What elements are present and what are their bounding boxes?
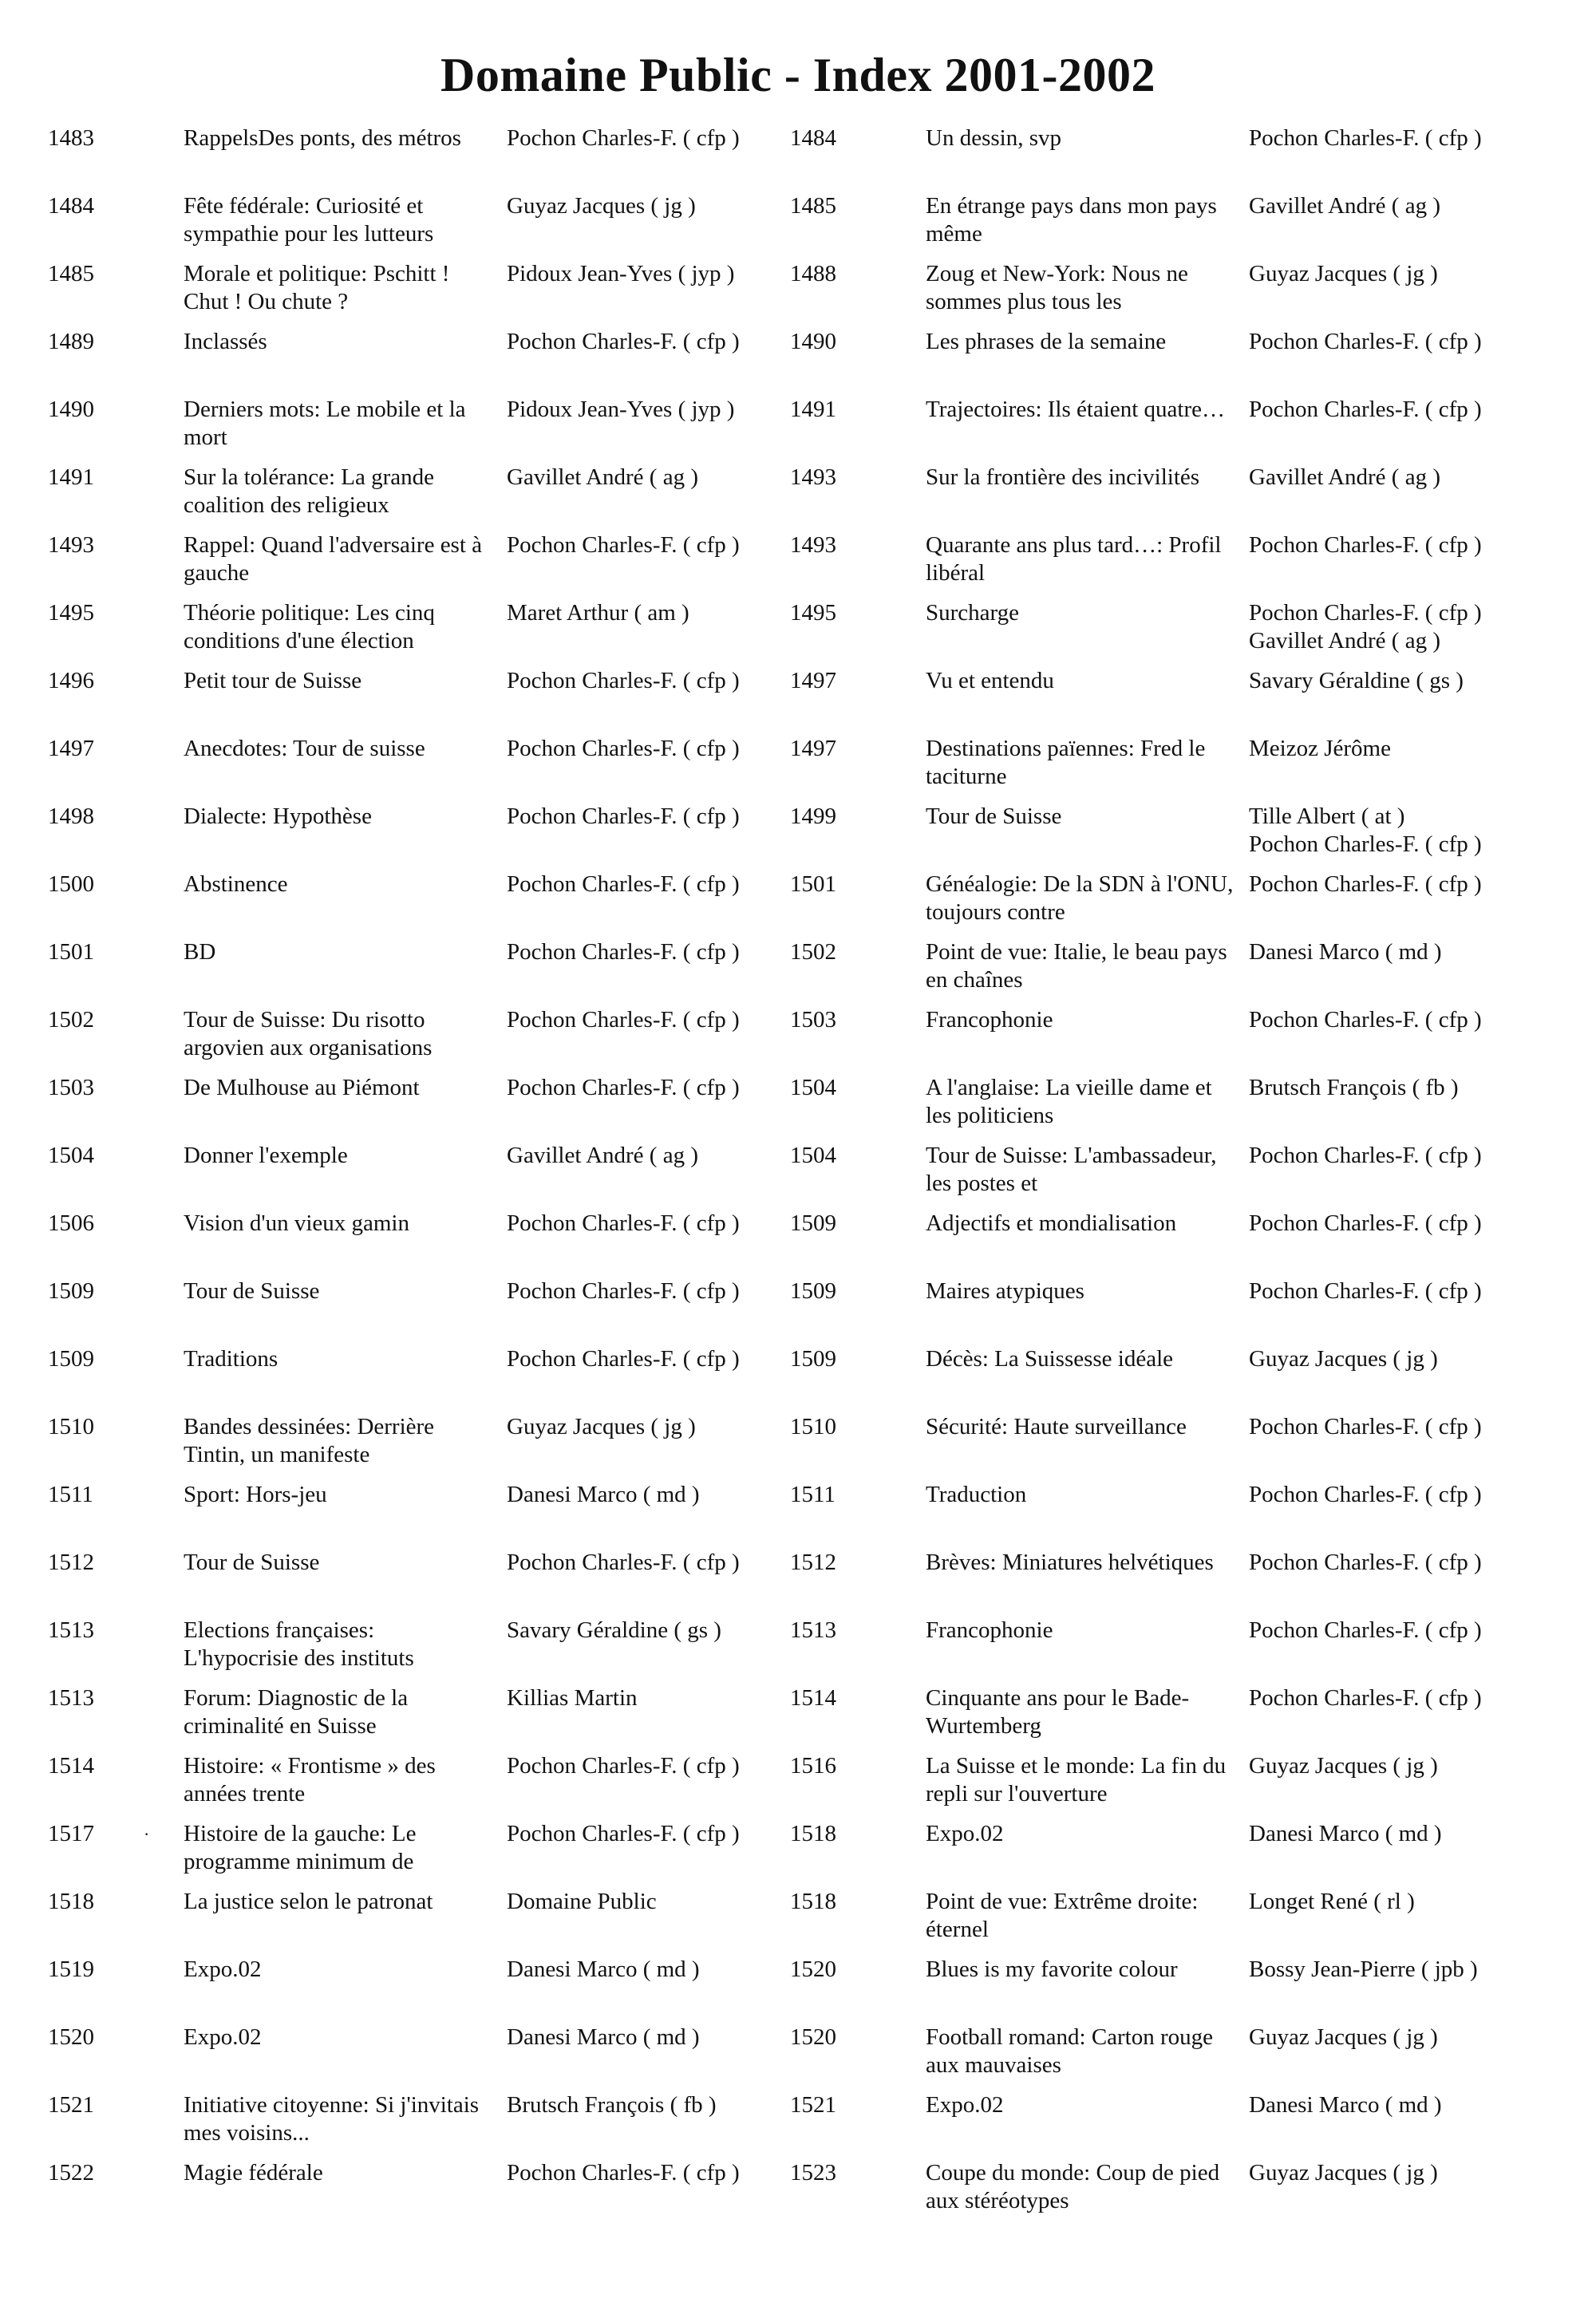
issue-number: 1504 bbox=[790, 1075, 836, 1100]
author-name: Pochon Charles-F. ( cfp ) bbox=[507, 1278, 740, 1304]
article-title: Expo.02 bbox=[926, 1821, 1004, 1846]
author-name: Pochon Charles-F. ( cfp ) bbox=[507, 1346, 740, 1372]
index-row bbox=[0, 730, 1596, 798]
article-title: Généalogie: De la SDN à l'ONU, toujours contre bbox=[926, 871, 1234, 925]
article-title: Anecdotes: Tour de suisse bbox=[184, 736, 425, 761]
article-authors bbox=[1249, 464, 1584, 492]
author-name: Pochon Charles-F. ( cfp ) bbox=[1249, 1482, 1482, 1507]
issue-number: 1509 bbox=[790, 1278, 836, 1304]
article-title: Forum: Diagnostic de la criminalité en Suisse bbox=[184, 1685, 409, 1739]
article-authors bbox=[507, 1549, 794, 1577]
article-title: Morale et politique: Pschitt ! Chut ! Ou chute ? bbox=[184, 261, 450, 314]
article-title: Tour de Suisse: Du risotto argovien aux organisations bbox=[184, 1007, 433, 1060]
index-row bbox=[0, 391, 1596, 459]
article-title: RappelsDes ponts, des métros bbox=[184, 125, 461, 151]
article-authors bbox=[507, 1617, 794, 1645]
article-authors bbox=[1249, 1684, 1584, 1712]
article-authors bbox=[1249, 328, 1584, 356]
issue-number: 1511 bbox=[790, 1482, 836, 1507]
article-title: Fête fédérale: Curiosité et sympathie pour les lutteurs bbox=[184, 193, 434, 247]
author-name: Pochon Charles-F. ( cfp ) bbox=[507, 125, 740, 151]
issue-number: 1503 bbox=[790, 1007, 836, 1033]
article-authors bbox=[1249, 1820, 1584, 1848]
author-name: Danesi Marco ( md ) bbox=[1249, 2092, 1442, 2118]
author-name: Pochon Charles-F. ( cfp ) bbox=[1249, 871, 1482, 897]
issue-number: 1502 bbox=[790, 939, 836, 965]
article-title: Tour de Suisse: L'ambassadeur, les postes et bbox=[926, 1143, 1217, 1196]
issue-number: 1520 bbox=[790, 1957, 836, 1982]
index-row bbox=[0, 255, 1596, 323]
article-authors bbox=[507, 1074, 794, 1102]
author-name: Maret Arthur ( am ) bbox=[507, 600, 689, 626]
article-authors bbox=[507, 735, 794, 763]
author-name: Domaine Public bbox=[507, 1889, 657, 1914]
article-authors bbox=[1249, 1006, 1584, 1034]
author-name: Pidoux Jean-Yves ( jyp ) bbox=[507, 397, 735, 422]
article-title: Derniers mots: Le mobile et la mort bbox=[184, 397, 466, 450]
author-name: Gavillet André ( ag ) bbox=[507, 1143, 698, 1168]
article-title: Théorie politique: Les cinq conditions d'une élection bbox=[184, 600, 435, 653]
issue-number: 1513 bbox=[48, 1685, 94, 1711]
author-name: Danesi Marco ( md ) bbox=[1249, 939, 1442, 965]
author-name: Savary Géraldine ( gs ) bbox=[1249, 668, 1464, 693]
article-authors bbox=[507, 1210, 794, 1238]
issue-number: 1522 bbox=[48, 2160, 94, 2186]
article-title: Blues is my favorite colour bbox=[926, 1957, 1178, 1982]
index-row bbox=[0, 323, 1596, 391]
article-title: Zoug et New-York: Nous ne sommes plus tous les bbox=[926, 261, 1188, 314]
issue-number: 1512 bbox=[790, 1550, 836, 1575]
article-title: Francophonie bbox=[926, 1007, 1053, 1033]
issue-number: 1513 bbox=[790, 1617, 836, 1643]
issue-number: 1509 bbox=[48, 1278, 94, 1304]
article-title: Donner l'exemple bbox=[184, 1143, 348, 1168]
author-name: Brutsch François ( fb ) bbox=[1249, 1075, 1459, 1100]
author-name: Bossy Jean-Pierre ( jpb ) bbox=[1249, 1957, 1478, 1982]
article-authors bbox=[1249, 1888, 1584, 1916]
author-name: Danesi Marco ( md ) bbox=[507, 2024, 700, 2050]
issue-number: 1510 bbox=[48, 1414, 94, 1439]
index-row bbox=[0, 1137, 1596, 1205]
index-row bbox=[0, 527, 1596, 594]
article-authors bbox=[507, 1006, 794, 1034]
article-title: Quarante ans plus tard…: Profil libéral bbox=[926, 532, 1222, 586]
issue-number: 1491 bbox=[790, 397, 836, 422]
author-name: Guyaz Jacques ( jg ) bbox=[507, 193, 696, 219]
index-row bbox=[0, 459, 1596, 527]
index-row bbox=[0, 2154, 1596, 2222]
author-name: Pochon Charles-F. ( cfp ) bbox=[507, 668, 740, 693]
article-authors bbox=[507, 260, 794, 288]
author-name: Pochon Charles-F. ( cfp ) bbox=[507, 532, 740, 558]
index-row bbox=[0, 1680, 1596, 1747]
author-name: Meizoz Jérôme bbox=[1249, 736, 1391, 761]
article-title: En étrange pays dans mon pays même bbox=[926, 193, 1217, 247]
author-name: Pochon Charles-F. ( cfp ) bbox=[507, 939, 740, 965]
index-row bbox=[0, 1747, 1596, 1815]
article-title: Francophonie bbox=[926, 1617, 1053, 1643]
article-title: La justice selon le patronat bbox=[184, 1889, 433, 1914]
article-authors bbox=[1249, 2159, 1584, 2187]
article-authors bbox=[507, 803, 794, 831]
issue-number: 1503 bbox=[48, 1075, 94, 1100]
issue-number: 1509 bbox=[48, 1346, 94, 1372]
author-name: Longet René ( rl ) bbox=[1249, 1889, 1415, 1914]
issue-number: 1495 bbox=[790, 600, 836, 626]
issue-number: 1518 bbox=[48, 1889, 94, 1914]
author-name: Pidoux Jean-Yves ( jyp ) bbox=[507, 261, 735, 286]
article-title: Tour de Suisse bbox=[926, 804, 1062, 829]
article-authors bbox=[1249, 192, 1584, 220]
bullet-mark: · bbox=[144, 1824, 150, 1844]
author-name: Pochon Charles-F. ( cfp ) bbox=[507, 871, 740, 897]
article-title: Dialecte: Hypothèse bbox=[184, 804, 372, 829]
author-name: Guyaz Jacques ( jg ) bbox=[1249, 1346, 1438, 1372]
index-row bbox=[0, 1476, 1596, 1544]
author-name: Tille Albert ( at ) bbox=[1249, 804, 1405, 829]
index-row bbox=[0, 2087, 1596, 2154]
page-title: Domaine Public - Index 2001-2002 bbox=[440, 49, 1156, 101]
article-authors bbox=[1249, 938, 1584, 966]
article-authors bbox=[507, 1888, 794, 1916]
article-authors bbox=[507, 1684, 794, 1712]
article-title: Histoire de la gauche: Le programme minimum de bbox=[184, 1821, 417, 1874]
author-name: Guyaz Jacques ( jg ) bbox=[507, 1414, 696, 1439]
article-authors bbox=[507, 464, 794, 492]
issue-number: 1500 bbox=[48, 871, 94, 897]
article-authors bbox=[507, 938, 794, 966]
index-row bbox=[0, 1612, 1596, 1680]
article-title: Coupe du monde: Coup de pied aux stéréotypes bbox=[926, 2160, 1220, 2213]
author-name: Guyaz Jacques ( jg ) bbox=[1249, 2160, 1438, 2186]
article-title: Tour de Suisse bbox=[184, 1278, 320, 1304]
author-name: Pochon Charles-F. ( cfp ) bbox=[507, 1550, 740, 1575]
article-authors bbox=[507, 1820, 794, 1848]
article-title: Sécurité: Haute surveillance bbox=[926, 1414, 1187, 1439]
index-row bbox=[0, 2019, 1596, 2087]
article-title: Brèves: Miniatures helvétiques bbox=[926, 1550, 1214, 1575]
article-title: Un dessin, svp bbox=[926, 125, 1061, 151]
author-name: Pochon Charles-F. ( cfp ) bbox=[1249, 1210, 1482, 1236]
author-name: Pochon Charles-F. ( cfp ) bbox=[1249, 1007, 1482, 1033]
article-title: Sur la tolérance: La grande coalition des religieux bbox=[184, 464, 435, 518]
author-name: Gavillet André ( ag ) bbox=[1249, 628, 1440, 653]
author-name: Pochon Charles-F. ( cfp ) bbox=[507, 736, 740, 761]
author-name: Pochon Charles-F. ( cfp ) bbox=[1249, 1617, 1482, 1643]
issue-number: 1497 bbox=[790, 668, 836, 693]
article-authors bbox=[1249, 396, 1584, 424]
article-title: Point de vue: Italie, le beau pays en chaînes bbox=[926, 939, 1227, 993]
article-authors bbox=[507, 2091, 794, 2119]
article-authors bbox=[507, 1277, 794, 1305]
author-name: Pochon Charles-F. ( cfp ) bbox=[1249, 532, 1482, 558]
article-title: Adjectifs et mondialisation bbox=[926, 1210, 1177, 1236]
article-authors bbox=[507, 2159, 794, 2187]
article-authors bbox=[507, 1413, 794, 1441]
index-row bbox=[0, 594, 1596, 662]
article-title: Vu et entendu bbox=[926, 668, 1054, 693]
issue-number: 1504 bbox=[48, 1143, 94, 1168]
article-title: Expo.02 bbox=[184, 1957, 262, 1982]
author-name: Pochon Charles-F. ( cfp ) bbox=[1249, 831, 1482, 857]
article-authors bbox=[1249, 260, 1584, 288]
issue-number: 1495 bbox=[48, 600, 94, 626]
author-name: Guyaz Jacques ( jg ) bbox=[1249, 1753, 1438, 1779]
author-name: Pochon Charles-F. ( cfp ) bbox=[1249, 1143, 1482, 1168]
article-title: Sport: Hors-jeu bbox=[184, 1482, 327, 1507]
article-authors bbox=[1249, 1413, 1584, 1441]
issue-number: 1497 bbox=[790, 736, 836, 761]
article-title: Abstinence bbox=[184, 871, 288, 897]
article-authors bbox=[1249, 1074, 1584, 1102]
article-authors bbox=[1249, 1210, 1584, 1238]
article-title: Trajectoires: Ils étaient quatre… bbox=[926, 397, 1226, 422]
issue-number: 1523 bbox=[790, 2160, 836, 2186]
index-row bbox=[0, 1205, 1596, 1273]
issue-number: 1521 bbox=[48, 2092, 94, 2118]
author-name: Gavillet André ( ag ) bbox=[507, 464, 698, 490]
author-name: Pochon Charles-F. ( cfp ) bbox=[1249, 329, 1482, 354]
article-authors bbox=[1249, 1142, 1584, 1170]
author-name: Gavillet André ( ag ) bbox=[1249, 193, 1440, 219]
article-authors bbox=[507, 667, 794, 695]
issue-number: 1519 bbox=[48, 1957, 94, 1982]
author-name: Pochon Charles-F. ( cfp ) bbox=[507, 1753, 740, 1779]
index-row bbox=[0, 1341, 1596, 1408]
article-authors bbox=[507, 1481, 794, 1509]
index-row bbox=[0, 1408, 1596, 1476]
issue-number: 1510 bbox=[790, 1414, 836, 1439]
article-title: Bandes dessinées: Derrière Tintin, un manifeste bbox=[184, 1414, 435, 1467]
article-authors bbox=[1249, 1481, 1584, 1509]
article-authors bbox=[507, 599, 794, 627]
index-row bbox=[0, 798, 1596, 866]
issue-number: 1509 bbox=[790, 1210, 836, 1236]
article-title: Traduction bbox=[926, 1482, 1027, 1507]
author-name: Danesi Marco ( md ) bbox=[507, 1957, 700, 1982]
author-name: Pochon Charles-F. ( cfp ) bbox=[507, 2160, 740, 2186]
author-name: Gavillet André ( ag ) bbox=[1249, 464, 1440, 490]
article-authors bbox=[1249, 2091, 1584, 2119]
article-authors bbox=[1249, 1277, 1584, 1305]
article-authors bbox=[1249, 124, 1584, 152]
article-authors bbox=[1249, 1956, 1584, 1984]
issue-number: 1493 bbox=[48, 532, 94, 558]
issue-number: 1483 bbox=[48, 125, 94, 151]
article-title: Magie fédérale bbox=[184, 2160, 323, 2186]
article-title: La Suisse et le monde: La fin du repli sur l'ouverture bbox=[926, 1753, 1227, 1806]
article-authors bbox=[1249, 2024, 1584, 2051]
index-row bbox=[0, 1883, 1596, 1951]
index-row bbox=[0, 1544, 1596, 1612]
issue-number: 1509 bbox=[790, 1346, 836, 1372]
author-name: Pochon Charles-F. ( cfp ) bbox=[1249, 600, 1482, 626]
article-title: Initiative citoyenne: Si j'invitais mes voisins... bbox=[184, 2092, 480, 2146]
author-name: Pochon Charles-F. ( cfp ) bbox=[507, 1821, 740, 1846]
issue-number: 1511 bbox=[48, 1482, 93, 1507]
article-authors bbox=[1249, 599, 1584, 655]
article-authors bbox=[1249, 1345, 1584, 1373]
issue-number: 1516 bbox=[790, 1753, 836, 1779]
issue-number: 1512 bbox=[48, 1550, 94, 1575]
issue-number: 1496 bbox=[48, 668, 94, 693]
article-title: Décès: La Suissesse idéale bbox=[926, 1346, 1174, 1372]
article-authors bbox=[1249, 871, 1584, 898]
author-name: Pochon Charles-F. ( cfp ) bbox=[1249, 1414, 1482, 1439]
author-name: Pochon Charles-F. ( cfp ) bbox=[507, 1210, 740, 1236]
article-title: Petit tour de Suisse bbox=[184, 668, 362, 693]
article-title: Rappel: Quand l'adversaire est à gauche bbox=[184, 532, 483, 586]
author-name: Killias Martin bbox=[507, 1685, 638, 1711]
issue-number: 1489 bbox=[48, 329, 94, 354]
article-title: De Mulhouse au Piémont bbox=[184, 1075, 420, 1100]
issue-number: 1501 bbox=[48, 939, 94, 965]
article-authors bbox=[1249, 1617, 1584, 1645]
article-authors bbox=[1249, 531, 1584, 559]
issue-number: 1520 bbox=[48, 2024, 94, 2050]
article-title: Elections françaises: L'hypocrisie des instituts bbox=[184, 1617, 414, 1671]
author-name: Brutsch François ( fb ) bbox=[507, 2092, 717, 2118]
issue-number: 1493 bbox=[790, 464, 836, 490]
author-name: Pochon Charles-F. ( cfp ) bbox=[1249, 1550, 1482, 1575]
index-row bbox=[0, 120, 1596, 188]
article-authors bbox=[507, 1142, 794, 1170]
article-title: Cinquante ans pour le Bade-Wurtemberg bbox=[926, 1685, 1190, 1739]
issue-number: 1501 bbox=[790, 871, 836, 897]
article-authors bbox=[507, 2024, 794, 2051]
author-name: Pochon Charles-F. ( cfp ) bbox=[507, 804, 740, 829]
issue-number: 1488 bbox=[790, 261, 836, 286]
issue-number: 1490 bbox=[48, 397, 94, 422]
article-authors bbox=[1249, 1549, 1584, 1577]
article-authors bbox=[1249, 667, 1584, 695]
index-row bbox=[0, 934, 1596, 1001]
article-title: Destinations païennes: Fred le taciturne bbox=[926, 736, 1206, 789]
issue-number: 1520 bbox=[790, 2024, 836, 2050]
index-row bbox=[0, 188, 1596, 255]
article-title: Tour de Suisse bbox=[184, 1550, 320, 1575]
article-title: Maires atypiques bbox=[926, 1278, 1084, 1304]
index-row bbox=[0, 1001, 1596, 1069]
author-name: Danesi Marco ( md ) bbox=[507, 1482, 700, 1507]
author-name: Pochon Charles-F. ( cfp ) bbox=[1249, 125, 1482, 151]
issue-number: 1491 bbox=[48, 464, 94, 490]
index-row bbox=[0, 1815, 1596, 1883]
index-row bbox=[0, 1951, 1596, 2019]
author-name: Guyaz Jacques ( jg ) bbox=[1249, 261, 1438, 286]
issue-number: 1518 bbox=[790, 1821, 836, 1846]
article-title: Football romand: Carton rouge aux mauvaises bbox=[926, 2024, 1214, 2078]
article-authors bbox=[507, 192, 794, 220]
article-authors bbox=[507, 124, 794, 152]
author-name: Pochon Charles-F. ( cfp ) bbox=[507, 1075, 740, 1100]
article-title: Inclassés bbox=[184, 329, 267, 354]
article-title: A l'anglaise: La vieille dame et les politiciens bbox=[926, 1075, 1212, 1128]
issue-number: 1490 bbox=[790, 329, 836, 354]
author-name: Pochon Charles-F. ( cfp ) bbox=[507, 1007, 740, 1033]
article-authors bbox=[1249, 735, 1584, 763]
issue-number: 1497 bbox=[48, 736, 94, 761]
article-title: Vision d'un vieux gamin bbox=[184, 1210, 409, 1236]
index-row bbox=[0, 866, 1596, 934]
issue-number: 1513 bbox=[48, 1617, 94, 1643]
article-authors bbox=[507, 1752, 794, 1780]
article-authors bbox=[507, 531, 794, 559]
article-authors bbox=[1249, 1752, 1584, 1780]
article-title: Expo.02 bbox=[926, 2092, 1004, 2118]
article-authors bbox=[507, 396, 794, 424]
article-title: BD bbox=[184, 939, 216, 965]
issue-number: 1499 bbox=[790, 804, 836, 829]
article-title: Expo.02 bbox=[184, 2024, 262, 2050]
index-table bbox=[0, 120, 1596, 2222]
issue-number: 1517 bbox=[48, 1821, 94, 1846]
author-name: Pochon Charles-F. ( cfp ) bbox=[507, 329, 740, 354]
article-title: Histoire: « Frontisme » des années trente bbox=[184, 1753, 436, 1806]
article-title: Sur la frontière des incivilités bbox=[926, 464, 1200, 490]
issue-number: 1504 bbox=[790, 1143, 836, 1168]
issue-number: 1498 bbox=[48, 804, 94, 829]
article-authors bbox=[507, 328, 794, 356]
issue-number: 1514 bbox=[48, 1753, 94, 1779]
issue-number: 1484 bbox=[790, 125, 836, 151]
issue-number: 1518 bbox=[790, 1889, 836, 1914]
index-row bbox=[0, 1273, 1596, 1341]
article-title: Surcharge bbox=[926, 600, 1020, 626]
issue-number: 1521 bbox=[790, 2092, 836, 2118]
author-name: Savary Géraldine ( gs ) bbox=[507, 1617, 721, 1643]
index-row bbox=[0, 662, 1596, 730]
article-title: Point de vue: Extrême droite: éternel bbox=[926, 1889, 1199, 1942]
issue-number: 1514 bbox=[790, 1685, 836, 1711]
issue-number: 1484 bbox=[48, 193, 94, 219]
author-name: Pochon Charles-F. ( cfp ) bbox=[1249, 1685, 1482, 1711]
author-name: Guyaz Jacques ( jg ) bbox=[1249, 2024, 1438, 2050]
article-authors bbox=[1249, 803, 1584, 859]
issue-number: 1485 bbox=[790, 193, 836, 219]
article-title: Les phrases de la semaine bbox=[926, 329, 1167, 354]
article-title: Traditions bbox=[184, 1346, 279, 1372]
issue-number: 1493 bbox=[790, 532, 836, 558]
author-name: Pochon Charles-F. ( cfp ) bbox=[1249, 397, 1482, 422]
issue-number: 1485 bbox=[48, 261, 94, 286]
article-authors bbox=[507, 871, 794, 898]
author-name: Danesi Marco ( md ) bbox=[1249, 1821, 1442, 1846]
author-name: Pochon Charles-F. ( cfp ) bbox=[1249, 1278, 1482, 1304]
index-row bbox=[0, 1069, 1596, 1137]
issue-number: 1506 bbox=[48, 1210, 94, 1236]
article-authors bbox=[507, 1956, 794, 1984]
issue-number: 1502 bbox=[48, 1007, 94, 1033]
article-authors bbox=[507, 1345, 794, 1373]
